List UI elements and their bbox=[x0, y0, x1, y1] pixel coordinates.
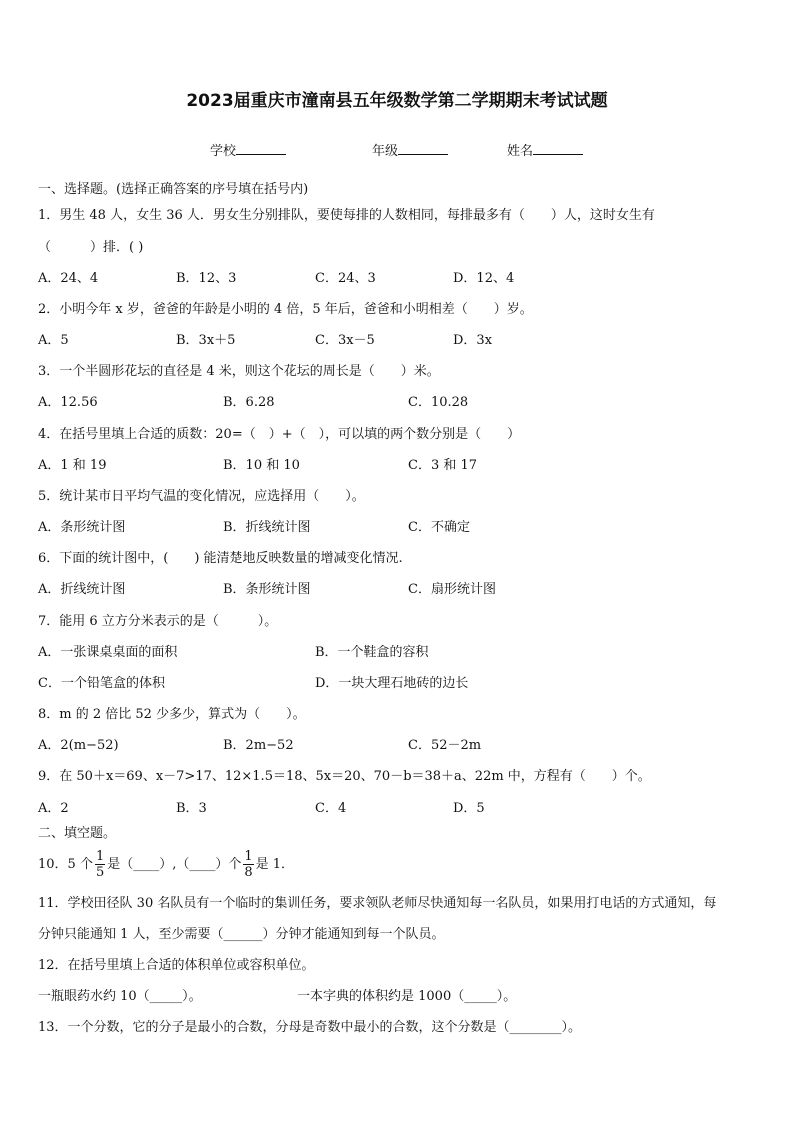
q3-option-a: A．12.56 bbox=[38, 395, 98, 410]
q5-text: 5．统计某市日平均气温的变化情况，应选择用（ ）。 bbox=[38, 489, 365, 504]
q9-option-b: B．3 bbox=[176, 801, 207, 816]
q12-right: 一本字典的体积约是 1000（_____）。 bbox=[297, 989, 517, 1004]
q1-option-a: A．24、4 bbox=[38, 271, 99, 286]
q7-option-c: C．一个铅笔盒的体积 bbox=[38, 676, 165, 691]
q1-line2: （ ）排．( ) bbox=[38, 240, 144, 255]
grade-blank[interactable] bbox=[398, 142, 448, 155]
q1-line1: 1．男生 48 人，女生 36 人．男女生分别排队，要使每排的人数相同，每排最多有（ ）人，这时女生有 bbox=[38, 208, 655, 223]
page-title: 2023届重庆市潼南县五年级数学第二学期期末考试试题 bbox=[186, 91, 608, 111]
q6-option-a: A．折线统计图 bbox=[38, 582, 126, 597]
q6-option-b: B．条形统计图 bbox=[223, 582, 311, 597]
q2-text: 2．小明今年 x 岁，爸爸的年龄是小明的 4 倍，5 年后，爸爸和小明相差（ ）岁。 bbox=[38, 302, 533, 317]
q9-option-d: D．5 bbox=[453, 801, 485, 816]
q7-option-b: B．一个鞋盒的容积 bbox=[315, 645, 429, 660]
q9-text: 9．在 50＋x＝69、x－7>17、12×1.5＝18、5x＝20、70－b＝38＋a、22m 中，方程有（ ）个。 bbox=[38, 769, 651, 784]
q3-option-b: B．6.28 bbox=[223, 395, 275, 410]
q8-option-c: C．52－2m bbox=[408, 738, 482, 753]
q2-option-d: D．3x bbox=[453, 333, 493, 348]
q8-option-b: B．2m−52 bbox=[223, 738, 294, 753]
q5-option-a: A．条形统计图 bbox=[38, 520, 126, 535]
frac1-denominator: 5 bbox=[95, 865, 105, 880]
q9-option-a: A．2 bbox=[38, 801, 69, 816]
q5-option-b: B．折线统计图 bbox=[223, 520, 311, 535]
grade-label: 年级 bbox=[372, 144, 399, 159]
school-blank[interactable] bbox=[236, 142, 286, 155]
q7-text: 7．能用 6 立方分米表示的是（ ）。 bbox=[38, 614, 278, 629]
q9-option-c: C．4 bbox=[315, 801, 347, 816]
q10 bbox=[38, 848, 294, 882]
q6-text: 6．下面的统计图中，( ) 能清楚地反映数量的增减变化情况. bbox=[38, 551, 403, 566]
q10-middle: 是（____）,（____）个 bbox=[107, 857, 242, 872]
q8-option-a: A．2(m−52) bbox=[38, 738, 119, 753]
school-label: 学校 bbox=[210, 144, 237, 159]
q3-option-c: C．10.28 bbox=[408, 395, 469, 410]
q4-text: 4．在括号里填上合适的质数：20=（ ）+（ ），可以填的两个数分别是（ ） bbox=[38, 427, 521, 442]
q8-text: 8．m 的 2 倍比 52 少多少，算式为（ ）。 bbox=[38, 707, 306, 722]
q13-text: 13．一个分数，它的分子是最小的合数，分母是奇数中最小的合数，这个分数是（________）。 bbox=[38, 1020, 582, 1035]
name-label: 姓名 bbox=[507, 144, 534, 159]
section1-heading: 一、选择题。(选择正确答案的序号填在括号内) bbox=[38, 182, 309, 197]
q3-text: 3．一个半圆形花坛的直径是 4 米，则这个花坛的周长是（ ）米。 bbox=[38, 364, 440, 379]
q1-option-c: C．24、3 bbox=[315, 271, 376, 286]
q2-option-a: A．5 bbox=[38, 333, 69, 348]
q4-option-a: A．1 和 19 bbox=[38, 458, 107, 473]
q7-option-a: A．一张课桌桌面的面积 bbox=[38, 645, 178, 660]
q4-option-c: C．3 和 17 bbox=[408, 458, 478, 473]
q7-option-d: D．一块大理石地砖的边长 bbox=[315, 676, 469, 691]
q10-suffix: 是 1． bbox=[255, 857, 295, 872]
grade-field[interactable] bbox=[372, 140, 448, 159]
q5-option-c: C．不确定 bbox=[408, 520, 470, 535]
frac2-numerator: 1 bbox=[244, 849, 253, 864]
q11-line2: 分钟只能通知 1 人，至少需要（______）分钟才能通知到每一个队员。 bbox=[38, 927, 445, 942]
q10-prefix: 10．5 个 bbox=[38, 857, 93, 872]
school-field[interactable] bbox=[210, 140, 286, 159]
section2-heading: 二、填空题。 bbox=[38, 826, 117, 841]
fraction-one-fifth bbox=[95, 849, 105, 880]
q2-option-c: C．3x－5 bbox=[315, 333, 375, 348]
q2-option-b: B．3x＋5 bbox=[176, 333, 236, 348]
frac2-denominator: 8 bbox=[244, 865, 253, 880]
q12-left: 一瓶眼药水约 10（_____）。 bbox=[38, 989, 202, 1004]
q6-option-c: C．扇形统计图 bbox=[408, 582, 496, 597]
q1-option-d: D．12、4 bbox=[453, 271, 515, 286]
fraction-one-eighth bbox=[243, 849, 253, 880]
q11-line1: 11．学校田径队 30 名队员有一个临时的集训任务，要求领队老师尽快通知每一名队员，如果用打电话的方式通知，每 bbox=[38, 896, 717, 911]
name-blank[interactable] bbox=[533, 142, 583, 155]
name-field[interactable] bbox=[507, 140, 583, 159]
q12-text: 12．在括号里填上合适的体积单位或容积单位。 bbox=[38, 958, 315, 973]
frac1-numerator: 1 bbox=[95, 849, 105, 864]
q1-option-b: B．12、3 bbox=[176, 271, 237, 286]
q4-option-b: B．10 和 10 bbox=[223, 458, 300, 473]
